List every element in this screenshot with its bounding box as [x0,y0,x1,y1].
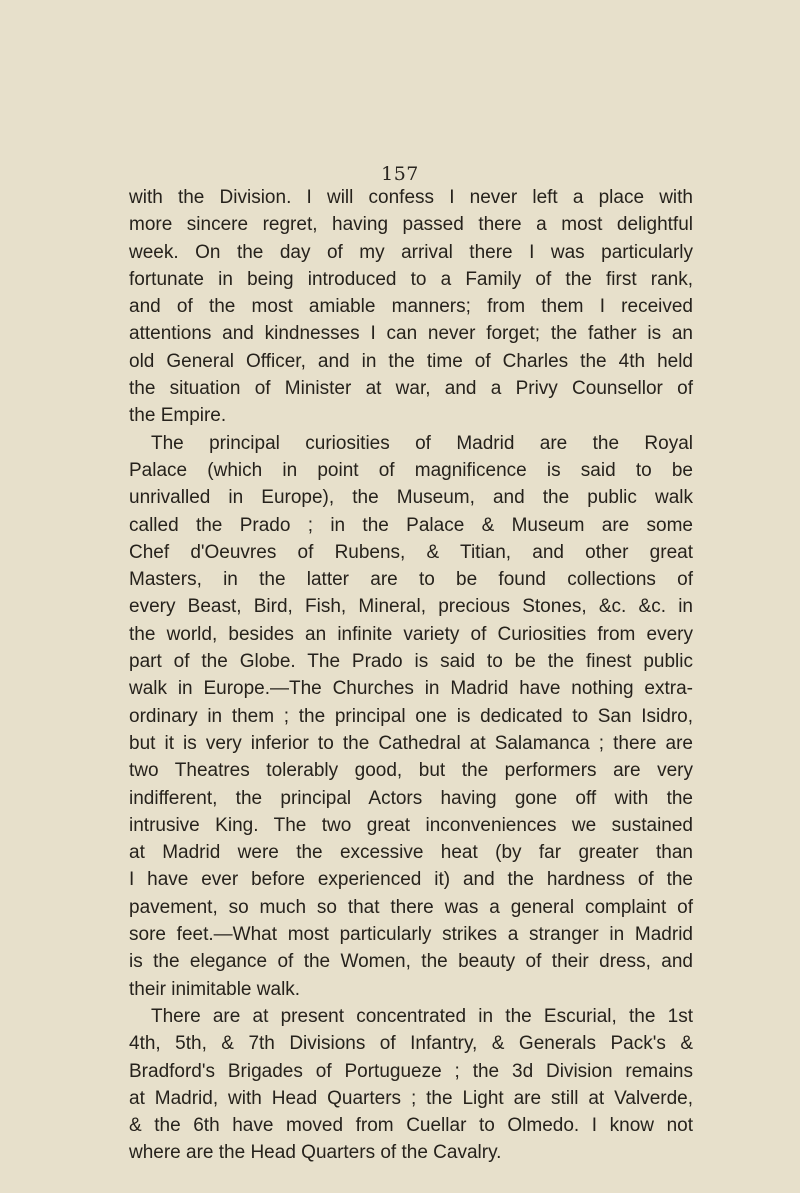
text-line: Bradford's Brigades of Portugueze ; the 3d Division remains [129,1060,693,1082]
text-line: Masters, in the latter are to be found collections of [129,569,693,591]
text-line: attentions and kindnesses I can never forget; the father is an [129,323,693,345]
text-line: the world, besides an infinite variety of Curiosities from every [129,623,693,645]
paragraph [129,430,693,1003]
text-line: intrusive King. The two great inconveniences we sustained [129,814,693,836]
text-line: Chef d'Oeuvres of Rubens, & Titian, and other great [129,541,693,563]
text-line: and of the most amiable manners; from them I received [129,296,693,318]
body-text [129,184,693,1167]
text-line: Palace (which in point of magnificence is said to be [129,459,693,481]
text-line: & the 6th have moved from Cuellar to Olmedo. I know not [129,1115,693,1137]
text-line: their inimitable walk. [129,978,301,1000]
text-line: I have ever before experienced it) and the hardness of the [129,869,693,891]
text-line: more sincere regret, having passed there a most delightful [129,214,693,236]
paragraph [129,1003,693,1167]
text-line: two Theatres tolerably good, but the performers are very [129,760,693,782]
text-line: the situation of Minister at war, and a Privy Counsellor of [129,378,693,400]
text-line: but it is very inferior to the Cathedral at Salamanca ; there are [129,732,693,754]
text-line: indifferent, the principal Actors having gone off with the [129,787,693,809]
text-line: 4th, 5th, & 7th Divisions of Infantry, & Generals Pack's & [129,1033,693,1055]
text-line: There are at present concentrated in the Escurial, the 1st [151,1005,693,1027]
paragraph [129,184,693,430]
text-line: pavement, so much so that there was a general complaint of [129,896,693,918]
text-line: ordinary in them ; the principal one is dedicated to San Isidro, [129,705,693,727]
text-line: The principal curiosities of Madrid are the Royal [151,432,693,454]
text-line: week. On the day of my arrival there I was particularly [129,241,693,263]
text-line: the Empire. [129,405,227,427]
text-line: at Madrid were the excessive heat (by far greater than [129,842,693,864]
text-line: unrivalled in Europe), the Museum, and the public walk [129,487,693,509]
page-number: 157 [381,163,419,185]
text-line: with the Division. I will confess I never left a place with [129,187,693,208]
text-line: part of the Globe. The Prado is said to be the finest public [129,651,693,673]
text-line: sore feet.—What most particularly strikes a stranger in Madrid [129,924,693,946]
text-line: called the Prado ; in the Palace & Museum are some [129,514,693,536]
text-line: every Beast, Bird, Fish, Mineral, precious Stones, &c. &c. in [129,596,693,618]
text-line: walk in Europe.—The Churches in Madrid have nothing extra- [129,678,693,700]
text-line: old General Officer, and in the time of Charles the 4th held [129,350,693,372]
text-line: at Madrid, with Head Quarters ; the Light are still at Valverde, [129,1087,693,1109]
text-line: fortunate in being introduced to a Family of the first rank, [129,268,693,290]
text-line: where are the Head Quarters of the Cavalry. [129,1142,502,1164]
text-line: is the elegance of the Women, the beauty of their dress, and [129,951,693,973]
